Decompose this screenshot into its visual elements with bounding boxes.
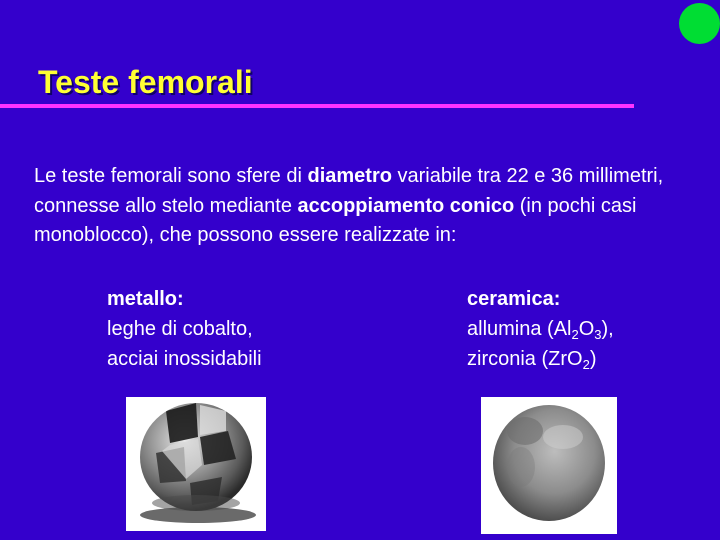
ceramic-line-2 bbox=[467, 344, 614, 374]
ceramic-femoral-head-image bbox=[481, 397, 617, 534]
ceramic-line-1 bbox=[467, 314, 614, 344]
ceramic-line-1-b: O bbox=[578, 318, 595, 340]
intro-text-2: variabile tra 22 e 36 millimetri, connesse allo stelo mediante bbox=[34, 165, 664, 217]
metal-column bbox=[107, 284, 262, 374]
metal-header: metallo: bbox=[107, 288, 184, 310]
ceramic-line-1-sub-2: 2 bbox=[571, 327, 579, 342]
ceramic-line-1-c: ), bbox=[601, 318, 614, 340]
metal-femoral-head-image bbox=[126, 397, 266, 531]
title-underline bbox=[0, 104, 634, 108]
ceramic-sphere-icon bbox=[481, 397, 617, 534]
ceramic-line-1-a: allumina (Al bbox=[467, 318, 572, 340]
metal-line-2: acciai inossidabili bbox=[107, 348, 262, 370]
intro-paragraph bbox=[34, 162, 694, 251]
intro-text-1: Le teste femorali sono sfere di bbox=[34, 165, 308, 187]
ceramic-line-2-b: ) bbox=[589, 348, 597, 370]
ceramic-line-1-sub-3: 3 bbox=[594, 327, 602, 342]
ceramic-column bbox=[467, 284, 614, 374]
ceramic-line-2-a: zirconia (ZrO bbox=[467, 348, 583, 370]
intro-text-3: (in pochi casi monoblocco), che possono essere realizzate in: bbox=[34, 194, 637, 246]
ceramic-line-2-sub: 2 bbox=[582, 357, 590, 372]
intro-bold-coupling: accoppiamento conico bbox=[297, 194, 515, 217]
metal-line-1: leghe di cobalto, bbox=[107, 318, 253, 340]
metal-sphere-icon bbox=[126, 397, 266, 531]
intro-bold-diameter: diametro bbox=[307, 165, 392, 187]
status-dot bbox=[679, 3, 720, 44]
ceramic-header: ceramica: bbox=[467, 288, 561, 310]
slide-title: Teste femorali bbox=[38, 64, 253, 100]
